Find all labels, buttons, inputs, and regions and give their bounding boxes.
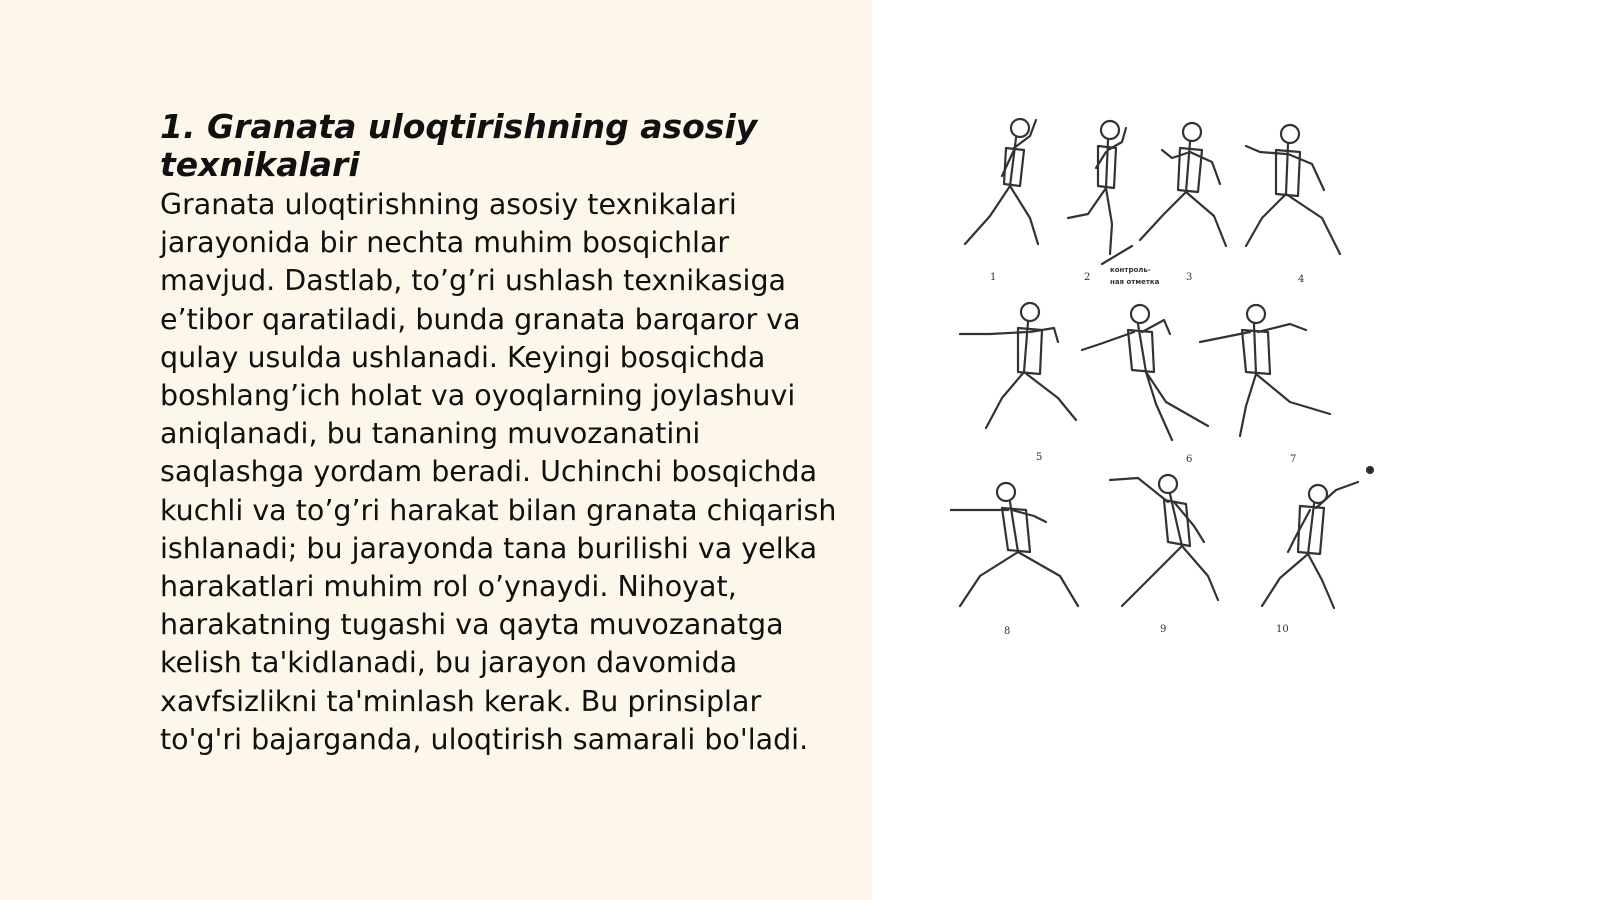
- frame-number-7: 7: [1290, 454, 1297, 465]
- frame-number-8: 8: [1004, 626, 1011, 637]
- athlete-figure-9: [1110, 475, 1218, 606]
- athlete-figure-7: [1200, 305, 1330, 436]
- athlete-figure-2: [1068, 121, 1132, 264]
- athlete-figure-5: [960, 303, 1076, 428]
- athlete-figure-6: [1082, 305, 1208, 440]
- frame-number-1: 1: [990, 272, 997, 283]
- frame-number-6: 6: [1186, 454, 1193, 465]
- frame-number-5: 5: [1036, 452, 1043, 463]
- grenade-throw-sequence-illustration: [950, 106, 1390, 646]
- athlete-figure-4: [1246, 125, 1340, 254]
- athlete-figure-8: [950, 483, 1078, 606]
- control-mark-caption-line2: ная отметка: [1110, 278, 1160, 286]
- frame-number-2: 2: [1084, 272, 1091, 283]
- frame-number-10: 10: [1276, 624, 1289, 635]
- throw-phases-drawing: [950, 106, 1390, 646]
- frame-number-4: 4: [1298, 274, 1305, 285]
- frame-number-3: 3: [1186, 272, 1193, 283]
- slide-body-text: Granata uloqtirishning asosiy texnikalari jarayonida bir nechta muhim bosqichlar mavjud. Dastlab, to’g’ri ushlash texnikasiga e’tibor qaratiladi, bunda granata barqaror va qulay usulda ushlanadi. Keyingi bosqichda boshlang’ich holat va oyoqlarning joylashuvi aniqlanadi, bu tananing muvozanatini saqlashga yordam beradi. Uchinchi bosqichda kuchli va to’g’ri harakat bilan granata chiqarish ishlanadi; bu jarayonda tana burilishi va yelka harakatlari muhim rol o’ynaydi. Nihoyat, harakatning tugashi va qayta muvozanatga kelish ta'kidlanadi, bu jarayon davomida xavfsizlikni ta'minlash kerak. Bu prinsiplar to'g'ri bajarganda, uloqtirish samarali bo'ladi.: [160, 188, 837, 756]
- athlete-figure-1: [965, 119, 1038, 244]
- athlete-figure-10: [1262, 467, 1373, 608]
- slide-title: 1. Granata uloqtirishning asosiy texnikalari: [160, 107, 758, 184]
- frame-number-9: 9: [1160, 624, 1167, 635]
- control-mark-caption-line1: контроль-: [1110, 266, 1151, 274]
- athlete-figure-3: [1140, 123, 1226, 246]
